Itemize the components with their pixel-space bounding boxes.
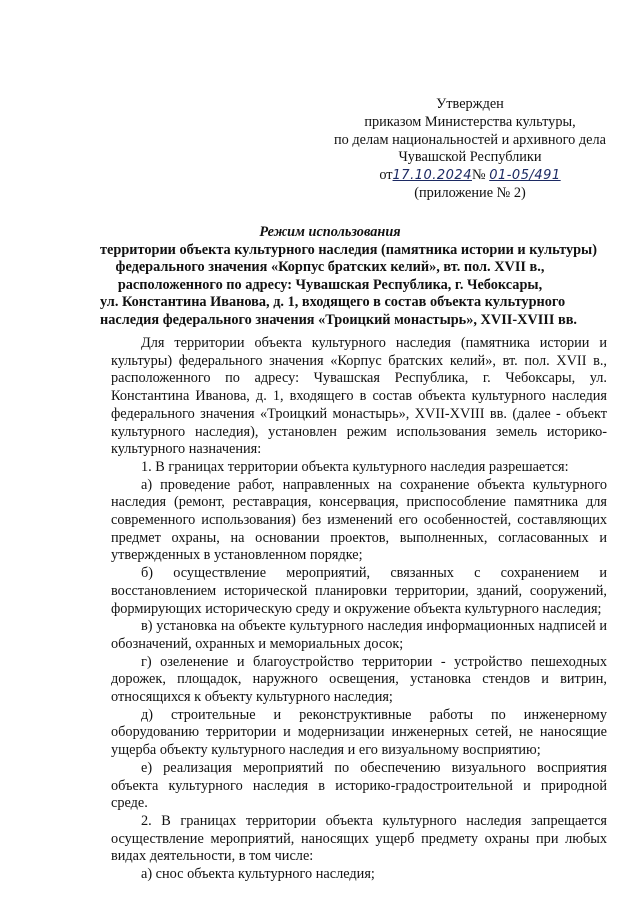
number-prefix: №	[471, 167, 486, 184]
date-prefix: от	[379, 167, 393, 184]
title-line-3: федерального значения «Корпус братских келий», вт. пол. XVII в.,	[115, 259, 545, 276]
section-2-heading: 2. В границах территории объекта культурного наследия запрещается осуществление мероприятий, наносящих ущерб предмету охраны при любых видах деятельности, в том числе:	[111, 812, 607, 865]
approval-ministry-line: по делам национальностей и архивного дела	[333, 131, 607, 148]
section-1-heading: 1. В границах территории объекта культурного наследия разрешается:	[141, 458, 569, 475]
title-line-1: Режим использования	[259, 224, 401, 240]
section-1-item-e: д) строительные и реконструктивные работы по инженерному оборудованию территории и модернизации инженерных сетей, не наносящие ущерба объекту культурного наследия и его визуальному восприятию;	[111, 706, 607, 759]
section-1-item-b: б) осуществление мероприятий, связанных с сохранением и восстановлением исторической планировки территории, зданий, сооружений, формирующих историческую среду и окружение объекта культурного наследия;	[111, 565, 607, 617]
approval-block	[330, 96, 610, 203]
approval-heading: Утвержден	[436, 96, 504, 112]
section-1-item-f: е) реализация мероприятий по обеспечению визуального восприятия объекта культурного наследия в историко-градостроительной и природной среде.	[111, 759, 607, 812]
title-line-2: территории объекта культурного наследия (памятника истории и культуры)	[100, 241, 597, 258]
document-title	[100, 224, 597, 330]
approval-order-line: приказом Министерства культуры,	[364, 113, 576, 130]
handwritten-date: 17.10.2024	[392, 168, 472, 184]
document-body	[111, 335, 607, 884]
title-line-5: ул. Константина Иванова, д. 1, входящего в состав объекта культурного	[100, 294, 566, 311]
section-2-item-a: а) снос объекта культурного наследия;	[141, 866, 375, 883]
section-1-item-a: а) проведение работ, направленных на сохранение объекта культурного наследия (ремонт, реставрация, консервация, приспособление памятника для современного использования) без изменений его особенностей, составляющих предмет охраны, на основании проектов, выполненных, согласованных и утвержденных в установленном порядке;	[111, 476, 607, 564]
section-1-item-d: г) озеленение и благоустройство территории - устройство пешеходных дорожек, площадок, наружного освещения, установка стендов и витрин, относящихся к объекту культурного наследия;	[111, 653, 607, 706]
intro-paragraph: Для территории объекта культурного наследия (памятника истории и культуры) федерального значения «Корпус братских келий», вт. пол. XVII в., расположенного по адресу: Чувашская Республика, г. Чебоксары, ул. Константина Иванова, д. 1, входящего в состав объекта культурного наследия федерального значения «Троицкий монастырь», XVII-XVIII вв. (далее - объект культурного наследия), установлен режим использования земель историко-культурного назначения:	[111, 335, 607, 458]
appendix-label: (приложение № 2)	[414, 184, 526, 201]
approval-date-line	[330, 167, 610, 185]
approval-republic-line: Чувашской Республики	[398, 149, 542, 166]
section-1-item-c: в) установка на объекте культурного наследия информационных надписей и обозначений, охранных и мемориальных досок;	[111, 618, 607, 652]
title-line-4: расположенного по адресу: Чувашская Республика, г. Чебоксары,	[117, 276, 543, 293]
handwritten-number: 01-05/491	[489, 168, 561, 184]
title-line-6: наследия федерального значения «Троицкий монастырь», XVII-XVIII вв.	[100, 311, 578, 328]
